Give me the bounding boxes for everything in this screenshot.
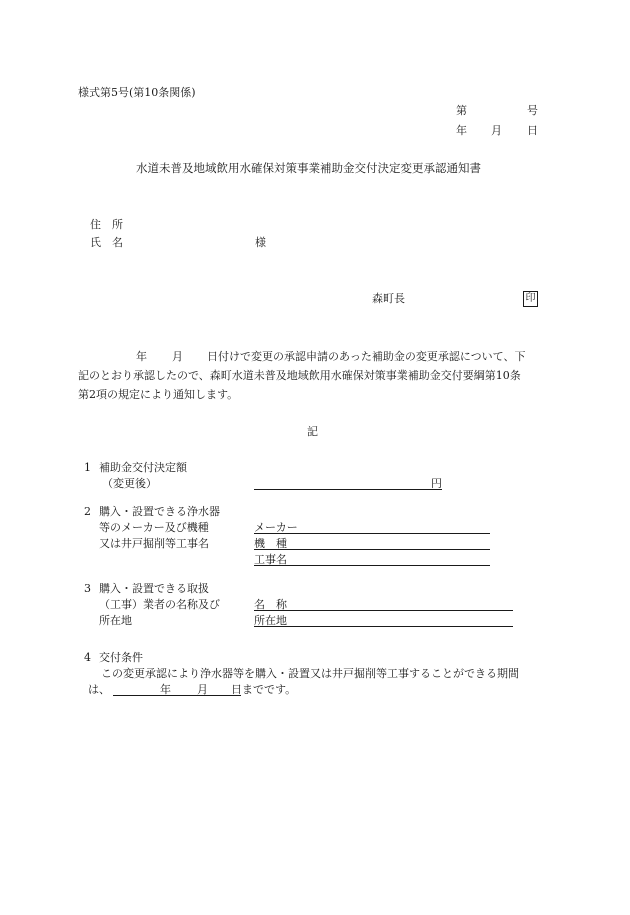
document-title: 水道未普及地域飲用水確保対策事業補助金交付決定変更承認通知書 [136, 161, 481, 175]
body-line-3: 第2項の規定により通知します。 [78, 388, 239, 401]
item3-label-3: 所在地 [99, 614, 132, 627]
date-year: 年 [456, 124, 467, 137]
item3-label-2: （工事）業者の名称及び [99, 598, 220, 611]
item4-label: 交付条件 [99, 651, 143, 664]
item2-label-3: 又は井戸掘削等工事名 [99, 537, 209, 550]
item3-location-label: 所在地 [254, 614, 287, 627]
item4-period-line [113, 695, 241, 696]
ki-heading: 記 [307, 425, 318, 438]
item3-number: 3 [84, 582, 91, 595]
form-id: 様式第5号(第10条関係) [78, 86, 196, 99]
document-number-go: 号 [527, 104, 538, 117]
item3-name-label: 名 称 [254, 598, 287, 611]
item3-name-line [254, 610, 513, 611]
item1-amount-line [254, 489, 442, 490]
item3-location-line [254, 626, 513, 627]
item4-text-2-suffix: 日までです。 [231, 683, 297, 696]
name-label: 氏 名 [90, 236, 123, 249]
document-number-dai: 第 [456, 104, 467, 117]
item4-month: 月 [197, 683, 208, 696]
date-day: 日 [527, 124, 538, 137]
seal-mark: 印 [523, 291, 538, 307]
body-line-2: 記のとおり承認したので、森町水道未普及地域飲用水確保対策事業補助金交付要綱第10条 [78, 369, 521, 382]
item3-label-1: 購入・設置できる取扱 [99, 582, 209, 595]
item4-number: 4 [84, 651, 91, 664]
body-month: 月 [172, 350, 183, 363]
honorific: 様 [255, 236, 266, 249]
issuer: 森町長 [372, 292, 405, 305]
body-year: 年 [136, 350, 147, 363]
item2-maker-label: メーカー [254, 521, 298, 534]
item4-text-1: この変更承認により浄水器等を購入・設置又は井戸掘削等工事することができる期間 [101, 667, 519, 680]
item2-model-label: 機 種 [254, 537, 287, 550]
item2-work-line [254, 565, 490, 566]
item4-text-2-prefix: は、 [88, 683, 110, 696]
item2-label-2: 等のメーカー及び機種 [99, 521, 209, 534]
date-month: 月 [491, 124, 502, 137]
item4-year: 年 [160, 683, 171, 696]
item1-label: 補助金交付決定額 [99, 461, 187, 474]
item2-label-1: 購入・設置できる浄水器 [99, 505, 220, 518]
item1-number: 1 [84, 461, 91, 474]
item2-maker-line [254, 533, 490, 534]
item2-number: 2 [84, 505, 91, 518]
item2-model-line [254, 549, 490, 550]
item2-work-label: 工事名 [254, 553, 287, 566]
item1-unit: 円 [431, 477, 442, 490]
body-line-1: 日付けで変更の承認申請のあった補助金の変更承認について、下 [207, 350, 526, 363]
item1-label-sub: （変更後） [102, 477, 157, 490]
address-label: 住 所 [90, 218, 123, 231]
